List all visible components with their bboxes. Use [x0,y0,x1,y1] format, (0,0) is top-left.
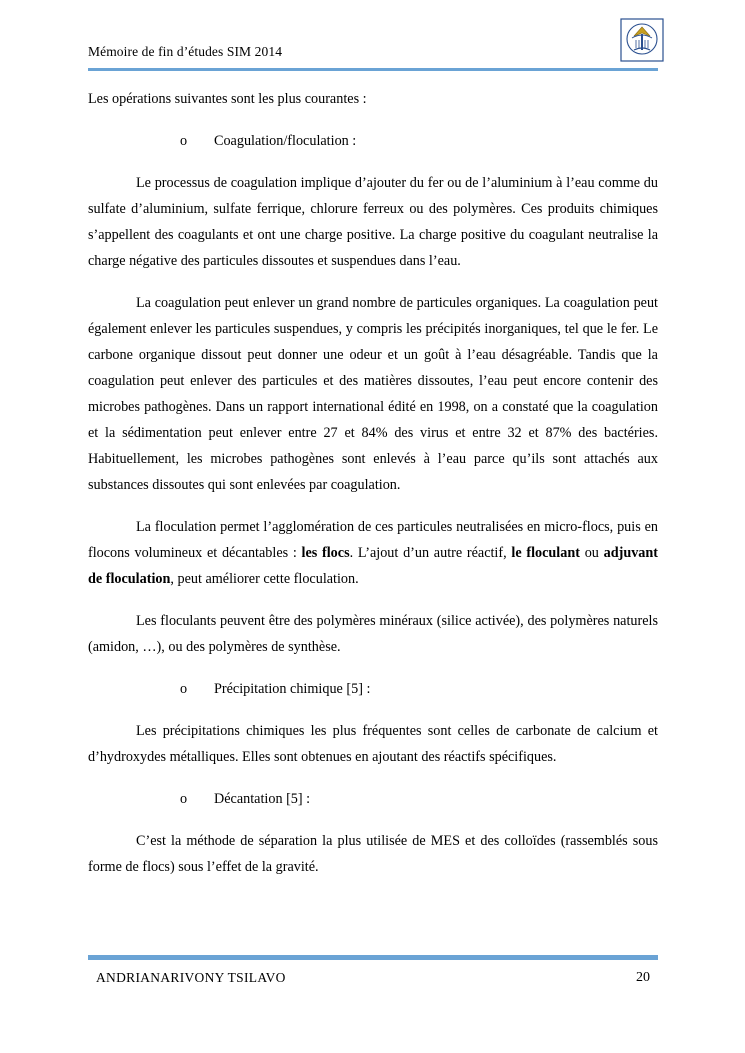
university-emblem-icon [620,18,664,62]
paragraph-flocculation-text1: La floculation permet l’agglomération de ces particules neutralisées en micro-flocs, puis en flocons volumineux et décantables : [88,519,658,561]
page-footer [88,970,658,994]
paragraph-flocculation-bold2: le floculant [511,545,580,561]
bullet-label: Coagulation/floculation : [214,133,357,149]
paragraph-flocculation-text4: , peut améliorer cette floculation. [170,571,359,587]
paragraph-flocculation-text2: . L’ajout d’un autre réactif, [349,545,512,561]
paragraph-intro: Les opérations suivantes sont les plus courantes : [88,91,367,107]
bullet-marker: o [180,681,188,697]
paragraph-flocculation [88,514,658,592]
paragraph-coagulation-effects: La coagulation peut enlever un grand nombre de particules organiques. La coagulation peut également enlever les particules suspendues, y compris les précipités inorganiques, tel que le fer. Le carbone organique dissout peut donner une odeur et un goût à l’eau désagréable. Tandis que la coagulation peut enlever des particules et des matières dissoutes, l’eau peut encore contenir des microbes pathogènes. Dans un rapport international édité en 1998, on a constaté que la coagulation et la sédimentation peut enlever entre 27 et 84% des virus et entre 32 et 87% des bactéries. Habituellement, les microbes pathogènes sont enlevés à l’eau parce qu’ils sont attachés aux substances dissoutes qui sont enlevées par coagulation. [88,295,658,493]
bullet-item-coagulation [88,128,658,154]
bullet-label: Décantation [5] : [214,791,311,807]
paragraph-coagulation-process: Le processus de coagulation implique d’ajouter du fer ou de l’aluminium à l’eau comme du sulfate d’aluminium, sulfate ferrique, chlorure ferreux ou des polymères. Ces produits chimiques s’appellent des coagulants et ont une charge positive. La charge positive du coagulant neutralise la charge négative des particules dissoutes et suspendues dans l’eau. [88,175,658,269]
paragraph-flocculants: Les floculants peuvent être des polymères minéraux (silice activée), des polymères naturels (amidon, …), ou des polymères de synthèse. [88,613,658,655]
paragraph-decantation: C’est la méthode de séparation la plus utilisée de MES et des colloïdes (rassemblés sous forme de flocs) sous l’effet de la gravité. [88,833,658,875]
paragraph-flocculation-text3: ou [579,545,604,561]
header-title: Mémoire de fin d’études SIM 2014 [88,44,283,59]
paragraph-precipitation: Les précipitations chimiques les plus fréquentes sont celles de carbonate de calcium et d’hydroxydes métalliques. Elles sont obtenues en ajoutant des réactifs spécifiques. [88,723,658,765]
header-divider [88,68,658,71]
footer-divider [88,955,658,960]
paragraph-flocculation-bold3: adjuvant de floculation [88,545,659,587]
page-header [88,36,658,72]
paragraph-flocculation-bold1: les flocs [301,545,350,561]
bullet-label: Précipitation chimique [5] : [214,681,371,697]
bullet-marker: o [180,791,188,807]
page-number: 20 [636,970,650,985]
document-body [88,86,658,880]
bullet-item-decantation [88,786,658,812]
bullet-item-precipitation [88,676,658,702]
bullet-marker: o [180,133,188,149]
footer-author: ANDRIANARIVONY TSILAVO [96,970,286,985]
